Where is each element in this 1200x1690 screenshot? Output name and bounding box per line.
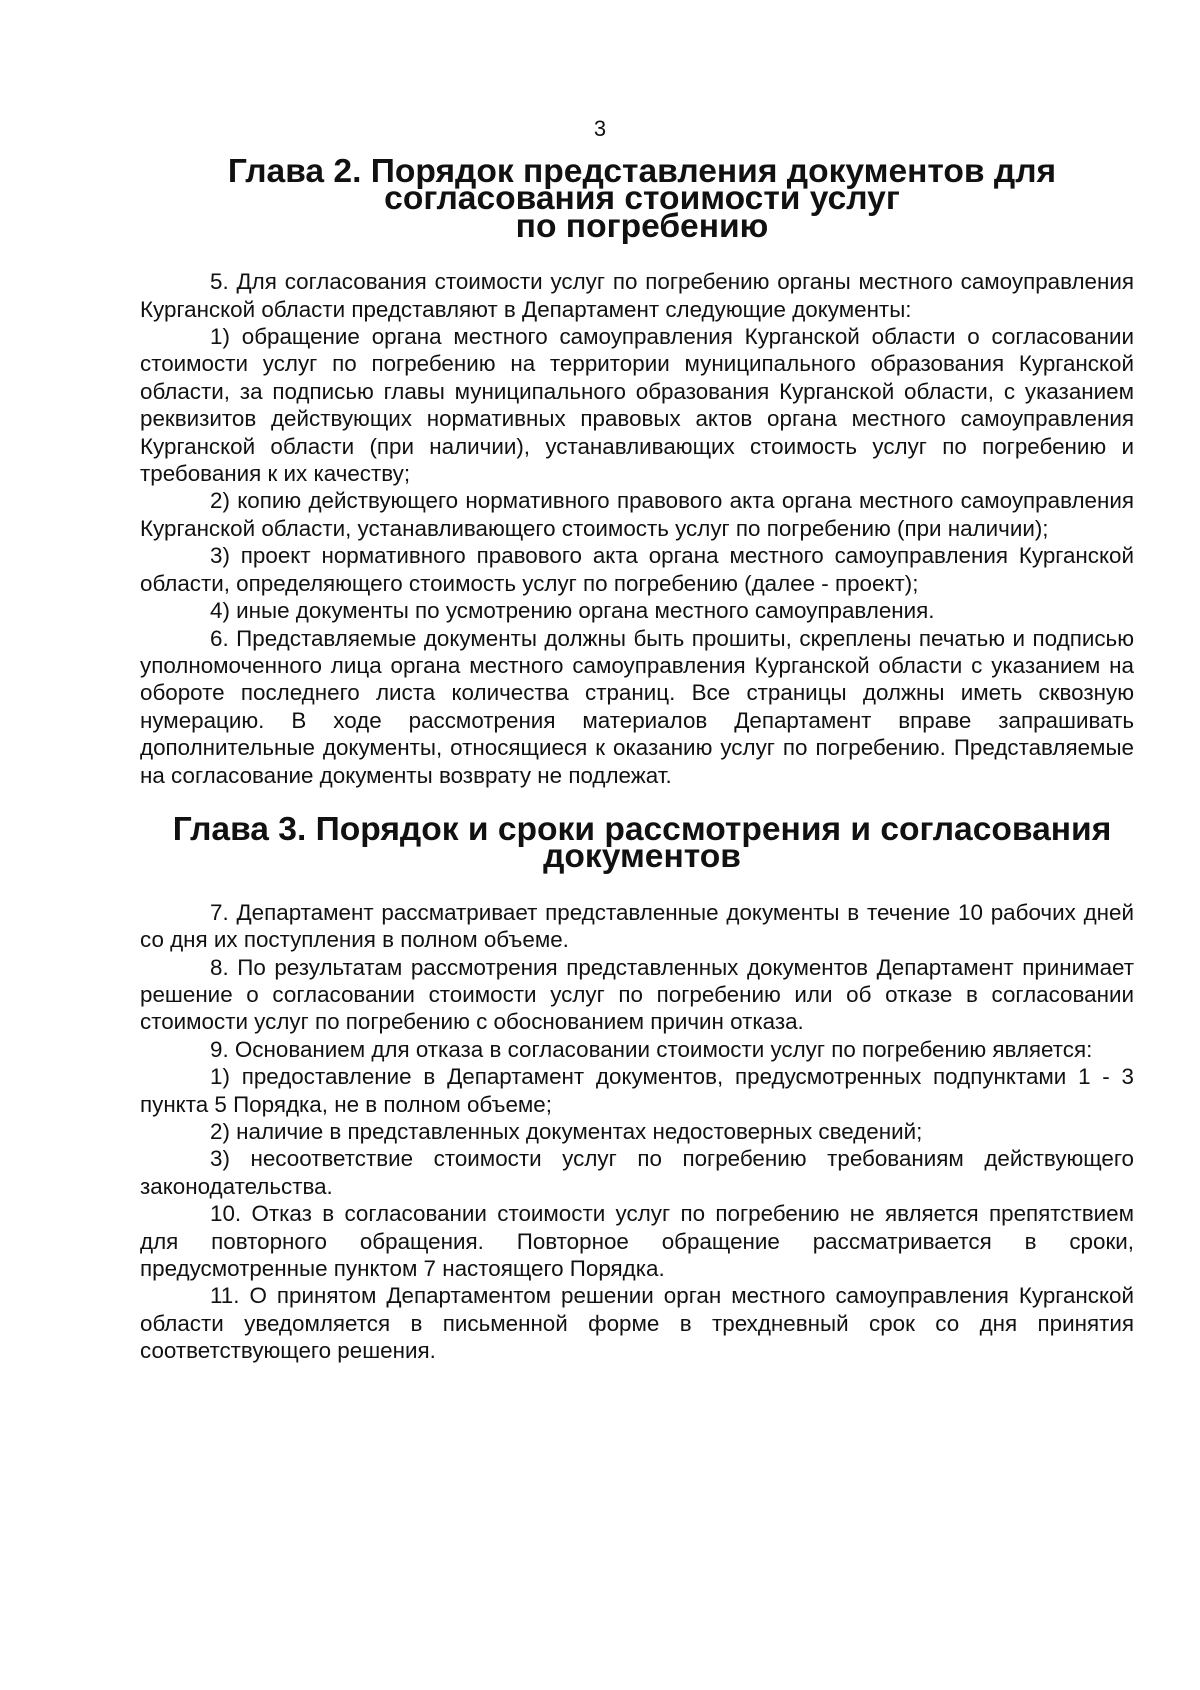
page-number: 3 (593, 116, 607, 141)
chapter-3-body (140, 899, 1134, 1365)
paragraph-8: 8. По результатам рассмотрения представленных документов Департамент принимает решение о согласовании стоимости услуг по погребению или об отказе в согласовании стоимости услуг по погребению с обоснованием причин отказа. (140, 954, 1134, 1035)
chapter-2-body (140, 268, 1134, 789)
paragraph-9-item-3: 3) несоответствие стоимости услуг по погребению требованиям действующего законодательства. (140, 1146, 1134, 1199)
paragraph-9-item-2: 2) наличие в представленных документах недостоверных сведений; (210, 1119, 923, 1144)
paragraph-5-item-3: 3) проект нормативного правового акта органа местного самоуправления Курганской области, определяющего стоимость услуг по погребению (далее - проект); (140, 543, 1134, 596)
chapter-2-title (140, 153, 1134, 245)
paragraph-5: 5. Для согласования стоимости услуг по погребению органы местного самоуправления Курганской области представляют в Департамент следующие документы: (140, 269, 1134, 322)
chapter-3-title (140, 810, 1134, 876)
chapter-2-title-line-2: по погребению (515, 207, 769, 245)
chapter-3-title-line-1: Глава 3. Порядок и сроки рассмотрения и согласования документов (172, 810, 1112, 876)
paragraph-9: 9. Основанием для отказа в согласовании стоимости услуг по погребению является: (210, 1036, 1093, 1062)
paragraph-5-item-2: 2) копию действующего нормативного правового акта органа местного самоуправления Курганской области, устанавливающего стоимость услуг по погребению (при наличии); (140, 488, 1134, 541)
paragraph-5-item-1: 1) обращение органа местного самоуправления Курганской области о согласовании стоимости услуг по погребению на территории муниципального образования Курганской области, за подписью главы муниципального образования Курганской области, с указанием реквизитов действующих нормативных правовых актов органа местного самоуправления Курганской области (при наличии), устанавливающих стоимость услуг по погребению и требования к их качеству; (140, 324, 1134, 487)
paragraph-10: 10. Отказ в согласовании стоимости услуг по погребению не является препятствием для повторного обращения. Повторное обращение рассматривается в сроки, предусмотренные пунктом 7 настоящего Порядка. (140, 1201, 1134, 1282)
chapter-2-title-line-1: Глава 2. Порядок представления документов для согласования стоимости услуг (227, 153, 1057, 218)
paragraph-5-item-4: 4) иные документы по усмотрению органа местного самоуправления. (210, 598, 935, 624)
paragraph-6: 6. Представляемые документы должны быть прошиты, скреплены печатью и подписью уполномоченного лица органа местного самоуправления Курганской области с указанием на обороте последнего листа количества страниц. Все страницы должны иметь сквозную нумерацию. В ходе рассмотрения материалов Департамент вправе запрашивать дополнительные документы, относящиеся к оказанию услуг по погребению. Представляемые на согласование документы возврату не подлежат. (140, 625, 1134, 788)
paragraph-9-item-1: 1) предоставление в Департамент документов, предусмотренных подпунктами 1 - 3 пункта 5 Порядка, не в полном объеме; (140, 1064, 1134, 1117)
document-body (140, 153, 1134, 1365)
paragraph-11: 11. О принятом Департаментом решении орган местного самоуправления Курганской области уведомляется в письменной форме в трехдневный срок со дня принятия соответствующего решения. (140, 1283, 1134, 1364)
paragraph-7: 7. Департамент рассматривает представленные документы в течение 10 рабочих дней со дня их поступления в полном объеме. (140, 899, 1134, 953)
